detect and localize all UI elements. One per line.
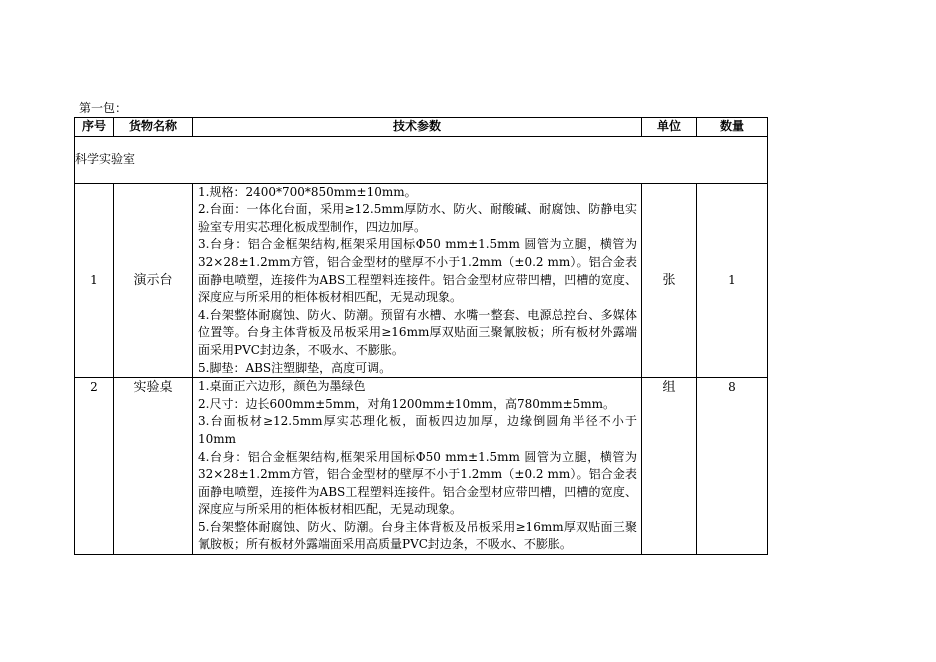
header-name: 货物名称 xyxy=(114,118,193,137)
header-no: 序号 xyxy=(75,118,114,137)
param-line: 1.桌面正六边形，颜色为墨绿色 xyxy=(198,379,366,394)
header-row xyxy=(75,118,768,137)
row-unit: 组 xyxy=(642,378,697,555)
section-caption: 第一包： xyxy=(79,101,128,115)
row-no: 2 xyxy=(75,378,114,555)
param-line: 2.台面：一体化台面，采用≥12.5mm厚防水、防火、耐酸碱、耐腐蚀、防静电实验室专用实芯理化板成型制作，四边加厚。 xyxy=(198,202,637,234)
param-line: 5.脚垫：ABS注塑脚垫，高度可调。 xyxy=(198,360,392,375)
row-name: 实验桌 xyxy=(114,378,193,555)
param-line: 1.规格：2400*700*850mm±10mm。 xyxy=(198,184,417,199)
category-label: 科学实验室 xyxy=(75,136,768,183)
row-unit: 张 xyxy=(642,183,697,378)
spec-table xyxy=(74,117,768,555)
header-qty: 数量 xyxy=(697,118,768,137)
row-params xyxy=(193,183,642,378)
param-line: 3.台面板材≥12.5mm厚实芯理化板，面板四边加厚，边缘倒圆角半径不小于10mm xyxy=(198,414,637,446)
row-params xyxy=(193,378,642,555)
param-line: 4.台身：铝合金框架结构,框架采用国标Φ50 mm±1.5mm 圆管为立腿，横管为32×28±1.2mm方管，铝合金型材的壁厚不小于1.2mm（±0.2 mm）。铝合金表面静电喷塑，连接件为ABS工程塑料连接件。铝合金型材应带凹槽，凹槽的宽度、深度应与所采用的柜体板材相匹配，无晃动现象。 xyxy=(198,449,637,517)
param-line: 5.台架整体耐腐蚀、防火、防潮。台身主体背板及吊板采用≥16mm厚双贴面三聚氰胺板；所有板材外露端面采用高质量PVC封边条，不吸水、不膨胀。 xyxy=(198,519,637,552)
table-row xyxy=(75,183,768,378)
row-qty: 1 xyxy=(697,183,768,378)
param-line: 2.尺寸：边长600mm±5mm，对角1200mm±10mm，高780mm±5mm。 xyxy=(198,396,616,411)
header-params: 技术参数 xyxy=(193,118,642,137)
header-unit: 单位 xyxy=(642,118,697,137)
table-row xyxy=(75,378,768,555)
param-line: 3.台身：铝合金框架结构,框架采用国标Φ50 mm±1.5mm 圆管为立腿，横管为32×28±1.2mm方管，铝合金型材的壁厚不小于1.2mm（±0.2 mm）。铝合金表面静电喷塑，连接件为ABS工程塑料连接件。铝合金型材应带凹槽，凹槽的宽度、深度应与所采用的柜体板材相匹配，无晃动现象。 xyxy=(198,237,637,305)
param-line: 4.台架整体耐腐蚀、防火、防潮。预留有水槽、水嘴一整套、电源总控台、多媒体位置等。台身主体背板及吊板采用≥16mm厚双贴面三聚氰胺板；所有板材外露端面采用PVC封边条，不吸水、不膨胀。 xyxy=(198,307,637,357)
row-name: 演示台 xyxy=(114,183,193,378)
row-no: 1 xyxy=(75,183,114,378)
category-row xyxy=(75,136,768,183)
row-qty: 8 xyxy=(697,378,768,555)
